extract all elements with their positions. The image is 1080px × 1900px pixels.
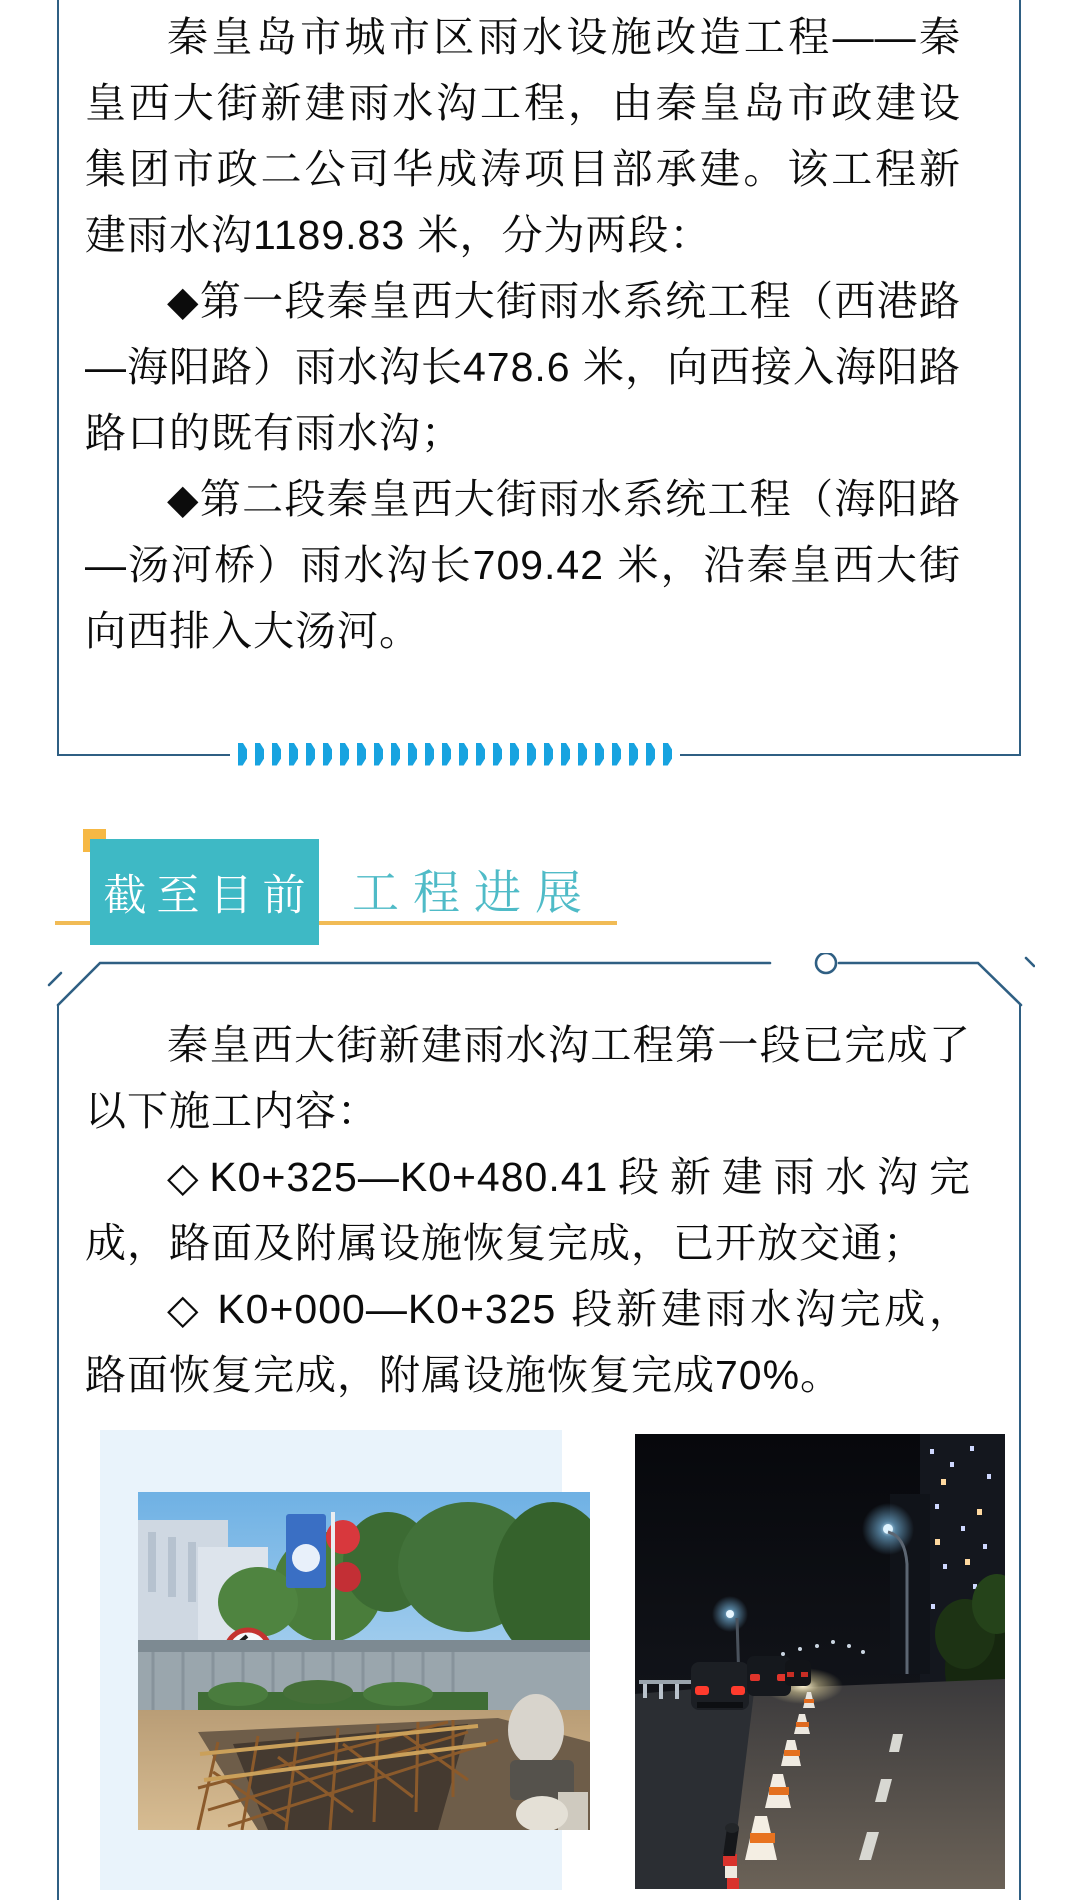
dash-mark xyxy=(544,743,553,766)
dash-mark xyxy=(340,743,349,766)
dash-mark xyxy=(476,743,485,766)
dash-divider xyxy=(230,731,680,777)
dash-mark xyxy=(459,743,468,766)
progress-paragraph-3: ◇ K0+000—K0+325 段新建雨水沟完成，路面恢复完成，附属设施恢复完成70%。 xyxy=(85,1286,971,1398)
dash-mark xyxy=(629,743,638,766)
dash-mark xyxy=(425,743,434,766)
night-road-photo[interactable] xyxy=(635,1434,1005,1889)
dash-mark xyxy=(442,743,451,766)
dash-mark xyxy=(306,743,315,766)
section-title: 工程进展 xyxy=(352,866,596,919)
dash-mark xyxy=(595,743,604,766)
progress-paragraph-1: 秦皇西大街新建雨水沟工程第一段已完成了以下施工内容： xyxy=(85,1022,971,1134)
dash-mark xyxy=(323,743,332,766)
section-tag xyxy=(90,839,319,945)
section-tag-label: 截至目前 xyxy=(103,871,316,920)
dash-mark xyxy=(255,743,264,766)
dash-mark xyxy=(510,743,519,766)
intro-paragraph-2: ◆第一段秦皇西大街雨水系统工程（西港路—海阳路）雨水沟长478.6 米，向西接入海阳路路口的既有雨水沟； xyxy=(85,278,961,456)
dash-mark xyxy=(561,743,570,766)
dash-mark xyxy=(527,743,536,766)
dash-mark xyxy=(391,743,400,766)
dash-mark xyxy=(357,743,366,766)
dash-mark xyxy=(408,743,417,766)
progress-paragraph-2: ◇K0+325—K0+480.41段新建雨水沟完成，路面及附属设施恢复完成，已开放交通； xyxy=(85,1154,971,1266)
dash-mark xyxy=(646,743,655,766)
dash-mark xyxy=(493,743,502,766)
dash-mark xyxy=(578,743,587,766)
dash-mark xyxy=(374,743,383,766)
dash-mark xyxy=(238,743,247,766)
intro-paragraph-3: ◆第二段秦皇西大街雨水系统工程（海阳路—汤河桥）雨水沟长709.42 米，沿秦皇西大街向西排入大汤河。 xyxy=(85,476,961,654)
construction-site-photo[interactable] xyxy=(138,1492,590,1830)
dash-mark xyxy=(663,743,672,766)
dash-mark xyxy=(272,743,281,766)
intro-paragraph-1: 秦皇岛市城市区雨水设施改造工程——秦皇西大街新建雨水沟工程，由秦皇岛市政建设集团市政二公司华成涛项目部承建。该工程新建雨水沟1189.83 米，分为两段： xyxy=(85,14,961,258)
dash-mark xyxy=(289,743,298,766)
dash-mark xyxy=(612,743,621,766)
intro-section xyxy=(57,0,1021,756)
